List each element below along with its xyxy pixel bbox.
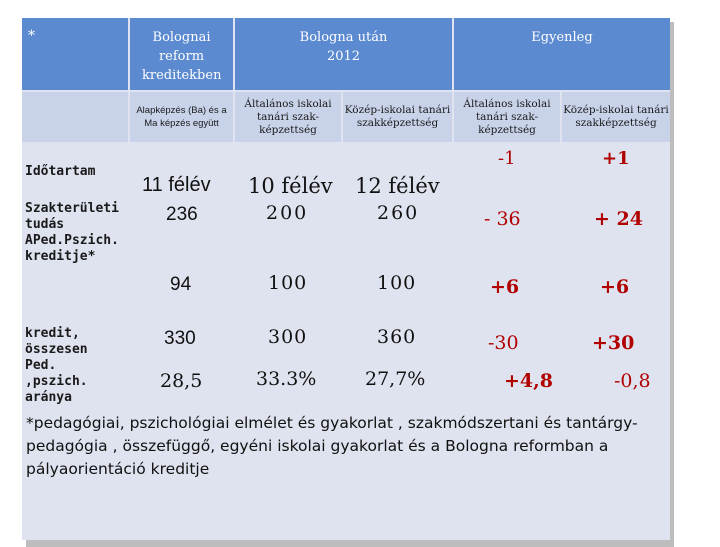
row-label-field-credits: Szakterületi tudás APed.Pszich. kreditje*	[25, 201, 119, 264]
subheader-secondary-teacher: Közép-iskolai tanári szakképzettség	[343, 92, 452, 142]
header-balance	[454, 18, 670, 90]
header-after-bologna-label: Bologna után 2012	[299, 30, 388, 64]
header-bologna-reform-label: Bolognai reform kreditekben	[142, 30, 222, 83]
header-bologna-reform	[130, 18, 233, 90]
duration-balance-secondary: +1	[602, 148, 630, 169]
ratio-balance-primary: +4,8	[504, 370, 553, 392]
field-credits-balance-secondary: + 24	[594, 208, 643, 230]
subheader-ba-ma: Alapképzés (Ba) és a Ma képzés együtt	[130, 92, 233, 142]
footnote: *pedagógiai, pszichológiai elmélet és gyakorlat , szakmódszertani és tantárgy-pedagógia , összefüggő, egyéni iskolai gyakorlat és a Bologna reformban a pályaorientáció kreditje	[26, 414, 638, 478]
row-label-duration: Időtartam	[25, 164, 96, 179]
total-credits-primary: 300	[268, 326, 308, 348]
ped-credits-secondary: 100	[377, 272, 417, 294]
total-credits-bologna: 330	[164, 328, 196, 349]
ratio-balance-secondary: -0,8	[614, 370, 651, 392]
ped-credits-primary: 100	[268, 272, 308, 294]
subheader-empty	[22, 92, 128, 142]
duration-primary: 10 félév	[248, 174, 333, 198]
ped-credits-balance-primary: +6	[490, 276, 520, 298]
field-credits-secondary: 260	[377, 202, 420, 224]
ratio-secondary: 27,7%	[365, 368, 426, 390]
subheader-primary-teacher-balance: Általános iskolai tanári szak-képzettség	[454, 92, 560, 142]
subheader-primary-teacher: Általános iskolai tanári szak-képzettség	[235, 92, 341, 142]
credit-comparison-table	[22, 18, 670, 540]
corner-asterisk: *	[28, 28, 35, 44]
ratio-primary: 33.3%	[256, 368, 317, 390]
row-label-total-ratio: kredit, összesen Ped. ,pszich. aránya	[25, 326, 88, 405]
subheader-secondary-teacher-balance: Közép-iskolai tanári szakképzettség	[562, 92, 670, 142]
ratio-bologna: 28,5	[160, 370, 203, 392]
field-credits-primary: 200	[266, 202, 309, 224]
duration-balance-primary: -1	[498, 148, 516, 169]
header-after-bologna	[235, 18, 452, 90]
header-balance-label: Egyenleg	[531, 30, 593, 45]
field-credits-balance-primary: - 36	[484, 208, 521, 230]
ped-credits-bologna: 94	[170, 274, 192, 295]
duration-secondary: 12 félév	[355, 174, 440, 198]
duration-bologna: 11 félév	[142, 174, 211, 196]
field-credits-bologna: 236	[166, 204, 198, 225]
header-corner-cell	[22, 18, 128, 90]
total-credits-balance-secondary: +30	[592, 332, 635, 354]
total-credits-balance-primary: -30	[488, 332, 519, 354]
total-credits-secondary: 360	[377, 326, 417, 348]
ped-credits-balance-secondary: +6	[600, 276, 630, 298]
